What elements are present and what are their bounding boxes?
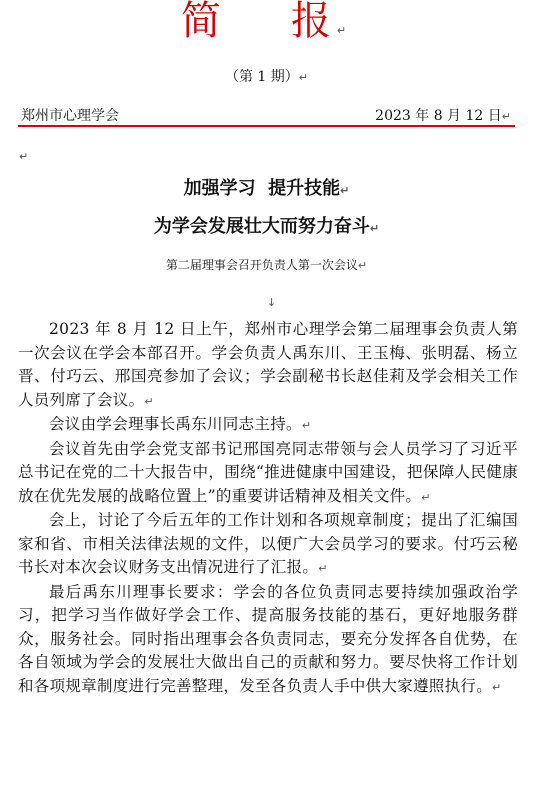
paragraph: 会议由学会理事长禹东川同志主持。↵ bbox=[49, 415, 312, 433]
return-mark: ↵ bbox=[357, 259, 368, 272]
return-mark: ↵ bbox=[298, 71, 309, 84]
return-mark: ↵ bbox=[421, 490, 431, 504]
return-mark: ↵ bbox=[340, 184, 350, 197]
red-divider bbox=[18, 125, 515, 127]
return-mark: ↵ bbox=[301, 419, 312, 432]
issue-number: （第 1 期）↵ bbox=[224, 69, 309, 85]
return-mark: ↵ bbox=[336, 24, 353, 37]
organization-name: 郑州市心理学会 bbox=[21, 108, 119, 124]
paragraph: 最后禹东川理事长要求：学会的各位负责同志要持续加强政治学习，把学习当作做好学会工作、提高服务技能的基石，更好地服务群众，服务社会。同时指出理事会各负责同志，要充分发挥各自优势，在各自领域为学会的发展壮大做出自己的贡献和努力。要尽快将工作计划和各项规章制度进行完善整理，发至各负责人手中供大家遵照执行。↵ bbox=[18, 582, 518, 695]
headline-line-1: 加强学习 提升技能↵ bbox=[183, 178, 350, 199]
headline-line-2: 为学会发展壮大而努力奋斗↵ bbox=[153, 216, 380, 237]
return-mark: ↵ bbox=[492, 680, 502, 694]
title-char-bao: 报 bbox=[290, 0, 337, 44]
paragraph: 2023 年 8 月 12 日上午，郑州市心理学会第二届理事会负责人第一次会议在学会本部召开。学会负责人禹东川、王玉梅、张明磊、杨立晋、付巧云、邢国亮参加了会议；学会副秘书长赵佳莉及学会相关工作人员列席了会议。↵ bbox=[18, 320, 518, 409]
return-mark: ↵ bbox=[318, 562, 328, 575]
paragraph: 会议首先由学会党支部书记邢国亮同志带领与会人员学习了习近平总书记在党的二十大报告中，围绕“推进健康中国建设，把保障人民健康放在优先发展的战略位置上”的重要讲话精神及相关文件。↵ bbox=[18, 439, 518, 505]
report-title bbox=[0, 0, 533, 56]
title-char-jian: 简 bbox=[180, 0, 227, 44]
return-mark: ↵ bbox=[19, 150, 29, 163]
article-subtitle: 第二届理事会召开负责人第一次会议↵ bbox=[165, 258, 368, 272]
article-body bbox=[18, 318, 518, 699]
report-date: 2023 年 8 月 12 日↵ bbox=[375, 108, 511, 124]
return-mark: ↵ bbox=[144, 394, 154, 408]
return-mark: ↵ bbox=[369, 222, 380, 235]
paragraph: 会上，讨论了今后五年的工作计划和各项规章制度；提出了汇编国家和省、市相关法律法规的文件，以便广大会员学习的要求。付巧云秘书长对本次会议财务支出情况进行了汇报。↵ bbox=[18, 511, 518, 576]
paragraph-mark: ↓ bbox=[267, 296, 277, 309]
return-mark: ↵ bbox=[501, 110, 511, 123]
